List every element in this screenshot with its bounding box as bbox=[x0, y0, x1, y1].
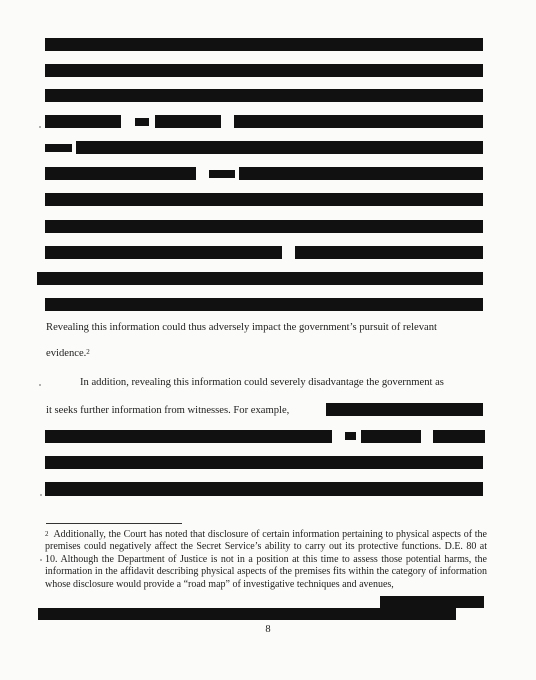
body-line: In addition, revealing this information could severely disadvantage the government as bbox=[80, 377, 444, 388]
redaction-bar bbox=[345, 432, 356, 440]
redaction-bar bbox=[295, 246, 483, 259]
redaction-bar bbox=[45, 430, 332, 443]
redaction-bar bbox=[45, 482, 483, 496]
scan-speck bbox=[39, 126, 41, 128]
scan-speck bbox=[40, 559, 42, 561]
page-number: 8 bbox=[265, 624, 271, 635]
footnote-ref: 2 bbox=[86, 348, 90, 356]
redaction-bar bbox=[45, 38, 483, 51]
footnote-rule bbox=[46, 523, 182, 524]
redaction-bar bbox=[326, 403, 483, 416]
redaction-bar bbox=[361, 430, 421, 443]
scan-speck bbox=[40, 494, 42, 496]
redaction-bar bbox=[38, 608, 456, 620]
redaction-bar bbox=[433, 430, 485, 443]
redaction-bar bbox=[37, 272, 483, 285]
redaction-bar bbox=[155, 115, 221, 128]
footnote-text: Additionally, the Court has noted that disclosure of certain information pertaining to physical aspects of the premises could negatively affect the Secret Service’s ability to carry out its protective functions. D.E. 80 at 10. Although the Department of Justice is not in a position at this time to assess those potential harms, the information in the affidavit describing physical aspects of the premises fits within the category of information whose disclosure would provide a “road map” of investigative techniques and avenues, bbox=[45, 529, 487, 590]
redaction-bar bbox=[135, 118, 149, 126]
redaction-bar bbox=[380, 596, 484, 608]
redaction-bar bbox=[239, 167, 483, 180]
scan-speck bbox=[39, 384, 41, 386]
redaction-bar bbox=[45, 246, 282, 259]
redaction-bar bbox=[45, 89, 483, 102]
redaction-bar bbox=[209, 170, 235, 178]
redaction-bar bbox=[45, 144, 72, 152]
body-line: Revealing this information could thus adversely impact the government’s pursuit of relevant bbox=[46, 322, 437, 333]
redaction-bar bbox=[45, 298, 483, 311]
redaction-bar bbox=[45, 193, 483, 206]
redaction-bar bbox=[45, 115, 121, 128]
redaction-bar bbox=[45, 220, 483, 233]
redaction-bar bbox=[76, 141, 483, 154]
redaction-bar bbox=[45, 167, 196, 180]
footnote bbox=[45, 529, 487, 591]
footnote-number: 2 bbox=[45, 530, 49, 538]
body-line: it seeks further information from witnesses. For example, bbox=[46, 405, 290, 416]
redaction-bar bbox=[45, 456, 483, 469]
body-line: evidence.$^2$ bbox=[46, 348, 90, 359]
redaction-bar bbox=[45, 64, 483, 77]
redaction-bar bbox=[234, 115, 483, 128]
